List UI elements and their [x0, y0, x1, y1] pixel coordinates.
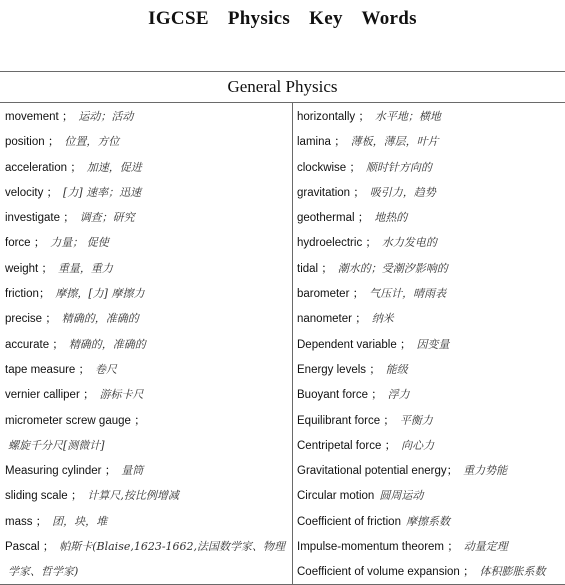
term-translation: 精确的，准确的 — [61, 312, 139, 326]
term-english: Circular motion — [297, 490, 375, 503]
term-translation: 水力发电的 — [381, 236, 437, 250]
term-translation: 游标卡尺 — [99, 388, 144, 402]
table-row — [297, 155, 563, 180]
term-english: nanometer ； — [297, 313, 367, 326]
table-row — [297, 534, 563, 559]
term-translation: 精确的，准确的 — [68, 337, 146, 351]
term-english: weight ； — [5, 262, 53, 275]
table-row — [5, 256, 289, 281]
term-translation: 浮力 — [387, 388, 410, 402]
term-translation: 因变量 — [416, 337, 450, 351]
term-translation: 螺旋千分尺[测微计] — [8, 438, 105, 452]
term-translation — [146, 414, 151, 427]
term-english: Coefficient of volume expansion ； — [297, 566, 475, 579]
vocabulary-table — [0, 71, 565, 585]
table-row — [297, 281, 563, 306]
term-english: Impulse-momentum theorem ； — [297, 541, 459, 554]
table-row — [297, 306, 563, 331]
term-translation: 卷尺 — [95, 362, 118, 376]
right-column — [297, 104, 563, 585]
table-row — [297, 357, 563, 382]
table-row — [5, 129, 289, 154]
table-row — [5, 408, 289, 433]
term-translation: 摩擦系数 — [405, 514, 450, 528]
table-row — [5, 509, 289, 534]
term-translation: 潮水的；受潮汐影响的 — [337, 261, 448, 275]
term-english: investigate ； — [5, 212, 75, 225]
term-english: accurate ； — [5, 338, 64, 351]
term-translation: 薄板，薄层，叶片 — [350, 135, 439, 149]
term-translation: 纳米 — [371, 312, 394, 326]
term-english: force ； — [5, 237, 46, 250]
table-row — [5, 332, 289, 357]
term-translation: 学家、哲学家) — [8, 565, 79, 579]
term-translation: 水平地；横地 — [374, 110, 441, 123]
document-title: IGCSE Physics Key Words — [148, 8, 417, 29]
term-translation: 重力势能 — [463, 464, 508, 478]
table-row — [297, 458, 563, 483]
table-row — [297, 559, 563, 584]
column-divider — [292, 103, 293, 584]
term-english: horizontally ； — [297, 111, 370, 123]
table-row — [297, 483, 563, 508]
term-translation: 量筒 — [121, 464, 144, 478]
term-english: Coefficient of friction — [297, 515, 401, 528]
table-row — [297, 382, 563, 407]
term-english: Energy levels ； — [297, 363, 381, 376]
term-english: tape measure ； — [5, 363, 91, 376]
table-row — [5, 357, 289, 382]
term-english: lamina ； — [297, 136, 346, 149]
term-english: velocity ； — [5, 186, 59, 199]
left-column — [5, 104, 289, 585]
table-row — [5, 205, 289, 230]
term-translation: 向心力 — [401, 438, 435, 452]
term-english: hydroelectric ； — [297, 237, 377, 250]
table-row — [297, 230, 563, 255]
table-row — [297, 129, 563, 154]
table-row — [5, 382, 289, 407]
term-english: Buoyant force ； — [297, 389, 383, 402]
table-row — [5, 458, 289, 483]
term-translation: 力量； 促使 — [50, 236, 109, 250]
table-row — [5, 306, 289, 331]
table-row — [5, 180, 289, 205]
term-translation: 吸引力，趋势 — [369, 185, 436, 199]
term-translation: 团，块，堆 — [52, 514, 108, 528]
term-translation: 摩擦，[力] 摩擦力 — [55, 287, 145, 301]
table-row — [297, 433, 563, 458]
table-body — [0, 103, 565, 584]
term-english: clockwise ； — [297, 161, 361, 174]
table-row — [297, 408, 563, 433]
term-translation: 帕斯卡(Blaise,1623-1662,法国数学家、物理 — [59, 540, 286, 554]
table-row — [297, 205, 563, 230]
term-translation: 动量定理 — [463, 540, 508, 554]
term-english: Centripetal force ； — [297, 439, 397, 452]
table-row — [5, 281, 289, 306]
term-english: Measuring cylinder ； — [5, 465, 117, 478]
term-english: mass ； — [5, 515, 48, 528]
term-translation: 加速，促进 — [86, 160, 142, 174]
term-english: movement ； — [5, 111, 74, 123]
table-row — [297, 104, 563, 129]
table-row — [5, 534, 289, 559]
term-translation: 运动；活动 — [78, 110, 134, 123]
section-header: General Physics — [0, 72, 565, 103]
term-translation: 重量，重力 — [57, 261, 113, 275]
term-english: vernier calliper ； — [5, 389, 95, 402]
table-row — [297, 332, 563, 357]
term-translation: 体积膨胀系数 — [479, 565, 546, 579]
term-english: Gravitational potential energy； — [297, 465, 459, 478]
term-english: Pascal ； — [5, 541, 55, 554]
table-row — [5, 155, 289, 180]
term-translation: 计算尺,按比例增减 — [87, 489, 179, 503]
term-english: barometer ； — [297, 288, 365, 301]
table-row — [297, 256, 563, 281]
term-english: acceleration ； — [5, 161, 82, 174]
term-translation: [力] 速率；迅速 — [63, 185, 142, 199]
term-english: position ； — [5, 136, 60, 149]
term-translation: 圆周运动 — [379, 489, 424, 503]
table-row — [5, 230, 289, 255]
table-row — [5, 483, 289, 508]
term-translation: 平衡力 — [399, 413, 433, 427]
term-english: sliding scale ； — [5, 490, 83, 503]
term-english: geothermal ； — [297, 212, 370, 225]
term-english: tidal ； — [297, 262, 333, 275]
table-row — [5, 433, 289, 458]
term-translation: 气压计，晴雨表 — [369, 287, 447, 301]
term-english: Equilibrant force ； — [297, 414, 395, 427]
term-english: micrometer screw gauge ； — [5, 414, 146, 427]
table-row — [5, 559, 289, 584]
term-english: precise ； — [5, 313, 57, 326]
term-translation: 能级 — [385, 362, 408, 376]
table-row — [297, 509, 563, 534]
term-translation: 调查；研究 — [79, 211, 135, 225]
term-english: friction； — [5, 288, 51, 301]
term-translation: 地热的 — [374, 211, 408, 225]
term-english: Dependent variable ； — [297, 338, 412, 351]
table-row — [297, 180, 563, 205]
term-english: gravitation ； — [297, 186, 365, 199]
term-translation: 位置，方位 — [64, 135, 120, 149]
term-translation: 顺时针方向的 — [365, 160, 432, 174]
table-row — [5, 104, 289, 129]
